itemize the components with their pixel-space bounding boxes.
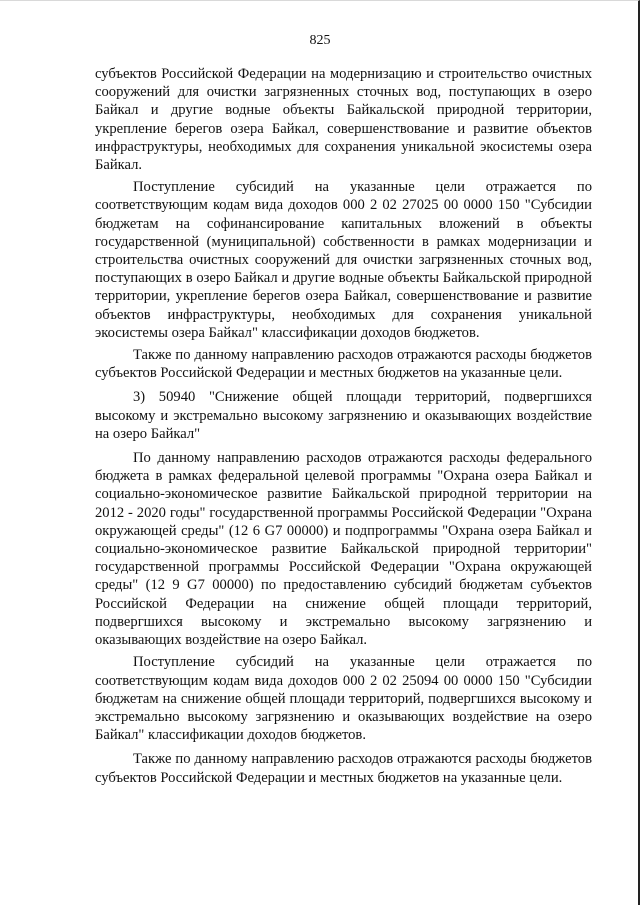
paragraph-subsidy-receipt-baikal-treatment: Поступление субсидий на указанные цели отражается по соответствующим кодам вида доходов 000 2 02 27025 00 0000 150 "Субсидии бюджетам на софинансирование капитальных вложений в объекты государственной (муниципальной) собственности в рамках модернизации и строительства очистных сооружений для очистки загрязненных сточных вод, поступающих в озеро Байкал и другие водные объекты Байкальской природной территории, укрепление берегов озера Байкал, совершенствование и развитие объектов инфраструктуры, необходимых для сохранения уникальной экосистемы озера Байкал" классификации доходов бюджетов. [95,179,592,341]
page-number: 825 [309,33,331,48]
paragraph-subsidy-receipt-50940: Поступление субсидий на указанные цели отражается по соответствующим кодам вида доходов 000 2 02 25094 00 0000 150 "Субсидии бюджетам на снижение общей площади территорий, подвергшихся высокому и экстремально высокому загрязнению и оказывающих воздействие на озеро Байкал" классификации доходов бюджетов. [95,654,592,744]
paragraph-section-heading-50940: 3) 50940 "Снижение общей площади территорий, подвергшихся высокому и экстремально высокому загрязнению и оказывающих воздействие на озеро Байкал" [95,389,592,442]
paragraph-regional-expenses-2: Также по данному направлению расходов отражаются расходы бюджетов субъектов Российской Федерации и местных бюджетов на указанные цели. [95,751,592,786]
document-body [95,65,592,787]
paragraph-federal-expenses-50940: По данному направлению расходов отражаются расходы федерального бюджета в рамках федеральной целевой программы "Охрана озера Байкал и социально-экономическое развитие Байкальской природной территории на 2012 - 2020 годы" государственной программы Российской Федерации "Охрана окружающей среды" (12 6 G7 00000) и подпрограммы "Охрана озера Байкал и социально-экономическое развитие Байкальской природной территории" государственной программы Российской Федерации "Охрана окружающей среды" (12 9 G7 00000) по предоставлению субсидий бюджетам субъектов Российской Федерации на снижение общей площади территорий, подвергшихся высокому и экстремально высокому загрязнению и оказывающих воздействие на озеро Байкал. [95,450,592,649]
paragraph-continuation: субъектов Российской Федерации на модернизацию и строительство очистных сооружений для очистки загрязненных сточных вод, поступающих в озеро Байкал и другие водные объекты Байкальской природной территории, укрепление берегов озера Байкал, совершенствование и развитие объектов инфраструктуры, необходимых для сохранения уникальной экосистемы озера Байкал. [95,66,592,174]
paragraph-regional-expenses-1: Также по данному направлению расходов отражаются расходы бюджетов субъектов Российской Федерации и местных бюджетов на указанные цели. [95,347,592,382]
